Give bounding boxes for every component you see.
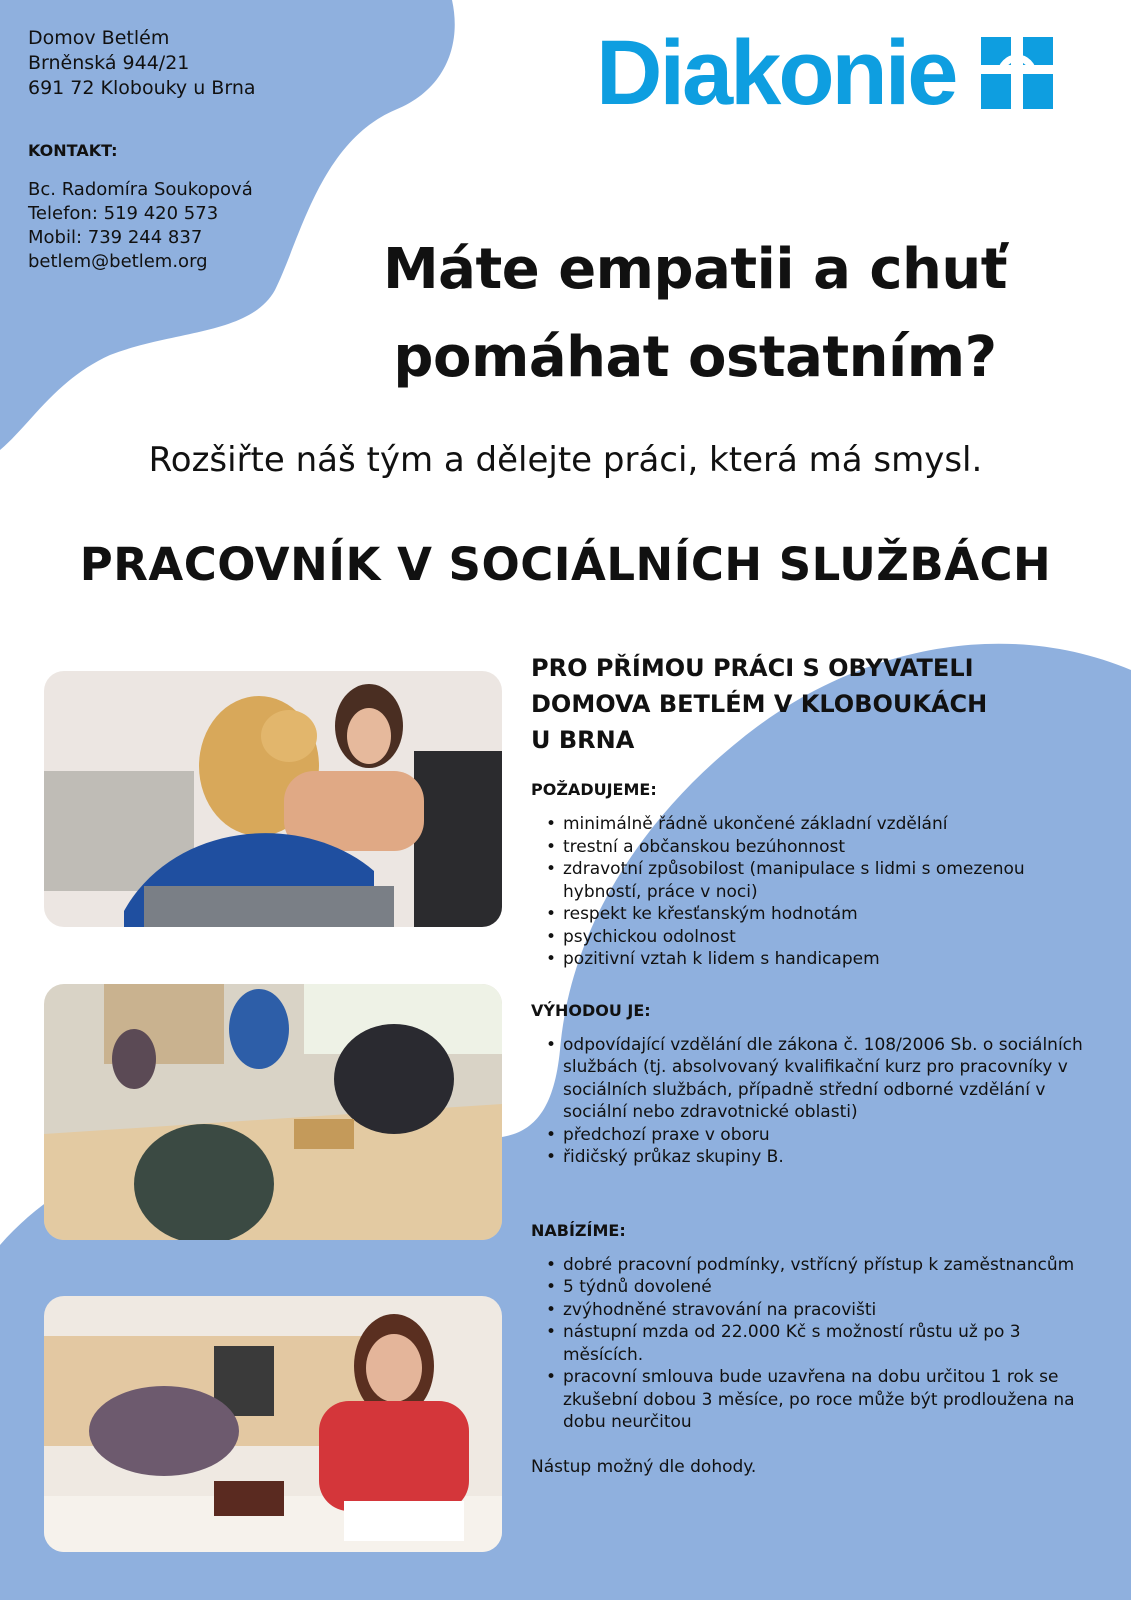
headline-line-2: pomáhat ostatním? bbox=[393, 325, 997, 390]
advantages-heading: VÝHODOU JE: bbox=[531, 1000, 651, 1020]
address-name: Domov Betlém bbox=[28, 27, 170, 49]
list-item: • trestní a občanskou bezúhonnost bbox=[563, 836, 1101, 859]
subheadline: Rozšiřte náš tým a dělejte práci, která má smysl. bbox=[148, 440, 983, 480]
photo-kitchen-reading bbox=[44, 1296, 502, 1552]
headline bbox=[350, 226, 1040, 402]
contact-name: Bc. Radomíra Soukopová bbox=[28, 179, 253, 200]
offers-heading: NABÍZÍME: bbox=[531, 1220, 626, 1240]
position-line-1: PRO PŘÍMOU PRÁCI S OBYVATELI bbox=[531, 654, 974, 682]
list-item: • předchozí praxe v oboru bbox=[563, 1124, 1101, 1147]
list-item: • 5 týdnů dovolené bbox=[563, 1276, 1101, 1299]
list-item: • psychickou odolnost bbox=[563, 926, 1101, 949]
start-note: Nástup možný dle dohody. bbox=[531, 1456, 757, 1477]
address-city: 691 72 Klobouky u Brna bbox=[28, 77, 256, 99]
list-item: • dobré pracovní podmínky, vstřícný přístup k zaměstnancům bbox=[563, 1254, 1101, 1277]
list-item: • respekt ke křesťanským hodnotám bbox=[563, 903, 1101, 926]
position-heading bbox=[531, 650, 1101, 758]
requirements-heading: POŽADUJEME: bbox=[531, 780, 657, 799]
contact-block bbox=[28, 178, 253, 274]
contact-phone[interactable]: Telefon: 519 420 573 bbox=[28, 203, 219, 224]
list-item: • minimálně řádně ukončené základní vzdělání bbox=[563, 813, 1101, 836]
headline-line-1: Máte empatii a chuť bbox=[382, 237, 1008, 302]
requirements-list bbox=[531, 813, 1101, 971]
photo-resident-with-dog bbox=[44, 671, 502, 927]
list-item: • řidičský průkaz skupiny B. bbox=[563, 1146, 1101, 1169]
list-item: • zdravotní způsobilost (manipulace s lidmi s omezenou hybností, práce v noci) bbox=[563, 858, 1101, 903]
position-line-3: U BRNA bbox=[531, 726, 635, 754]
list-item: • odpovídající vzdělání dle zákona č. 108/2006 Sb. o sociálních službách (tj. absolvovaný kvalifikační kurz pro pracovníky v sociálních službách, případně střední odborné vzdělání v sociální nebo zdravotnické oblasti) bbox=[563, 1034, 1101, 1124]
job-details bbox=[531, 650, 1101, 1478]
logo-text: Diakonie bbox=[596, 22, 956, 124]
position-line-2: DOMOVA BETLÉM V KLOBOUKÁCH bbox=[531, 690, 988, 718]
contact-heading: KONTAKT: bbox=[28, 141, 118, 160]
diakonie-cross-icon bbox=[981, 37, 1053, 109]
list-item: • zvýhodněné stravování na pracovišti bbox=[563, 1299, 1101, 1322]
photo-activity-room bbox=[44, 984, 502, 1240]
contact-mobile[interactable]: Mobil: 739 244 837 bbox=[28, 227, 203, 248]
advantages-list bbox=[531, 1034, 1101, 1169]
contact-email[interactable]: betlem@betlem.org bbox=[28, 251, 208, 272]
list-item: • pozitivní vztah k lidem s handicapem bbox=[563, 948, 1101, 971]
address-street: Brněnská 944/21 bbox=[28, 52, 190, 74]
address-block bbox=[28, 26, 256, 101]
offers-list bbox=[531, 1254, 1101, 1434]
job-title: PRACOVNÍK V SOCIÁLNÍCH SLUŽBÁCH bbox=[79, 538, 1052, 591]
list-item: • nástupní mzda od 22.000 Kč s možností růstu už po 3 měsících. bbox=[563, 1321, 1101, 1366]
diakonie-logo bbox=[596, 22, 1053, 124]
list-item: • pracovní smlouva bude uzavřena na dobu určitou 1 rok se zkušební dobou 3 měsíce, po roce může být prodloužena na dobu neurčitou bbox=[563, 1366, 1101, 1434]
